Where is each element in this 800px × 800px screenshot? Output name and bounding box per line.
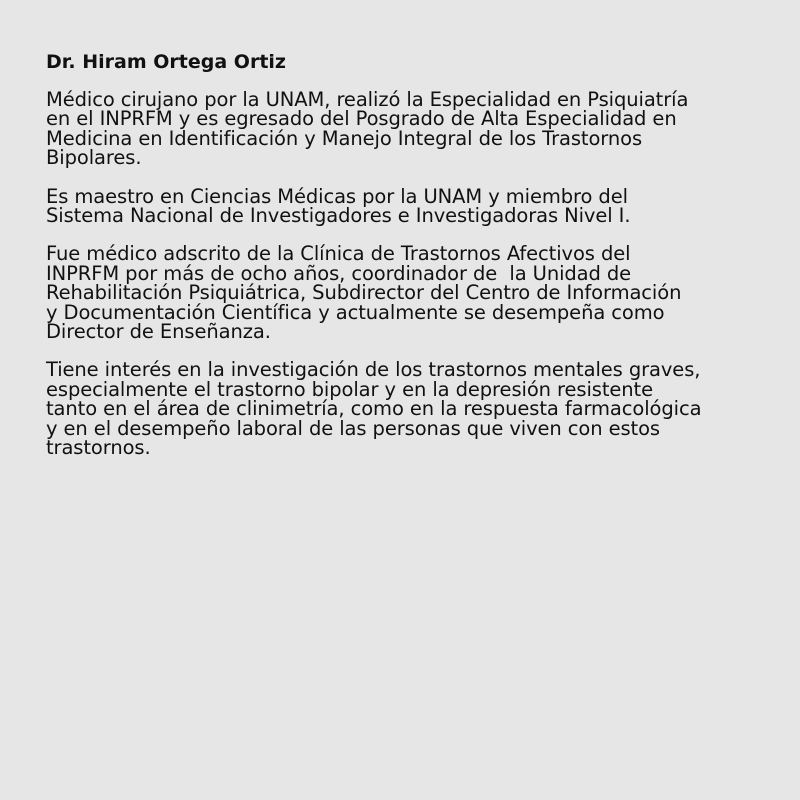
person-name: Dr. Hiram Ortega Ortiz	[46, 51, 286, 73]
text-line: Bipolares.	[46, 146, 142, 170]
text-line: Tiene interés en la investigación de los trastornos mentales graves,	[46, 358, 701, 382]
text-line: trastornos.	[46, 436, 151, 460]
text-line: Fue médico adscrito de la Clínica de Trastornos Afectivos del	[46, 242, 631, 266]
text-line: Es maestro en Ciencias Médicas por la UNAM y miembro del	[46, 184, 628, 208]
bio-paragraph-career	[46, 242, 776, 344]
text-line: tanto en el área de clinimetría, como en la respuesta farmacológica	[46, 397, 702, 421]
text-line: Rehabilitación Psiquiátrica, Subdirector del Centro de Información	[46, 281, 682, 305]
text-line: Medicina en Identificación y Manejo Integral de los Trastornos	[46, 126, 643, 150]
bio-card	[46, 50, 776, 477]
text-line: Médico cirujano por la UNAM, realizó la Especialidad en Psiquiatría	[46, 88, 689, 111]
text-line: en el INPRFM y es egresado del Posgrado de Alta Especialidad en	[46, 107, 677, 131]
bio-paragraph-training	[46, 90, 776, 168]
bio-paragraph-interests	[46, 358, 776, 460]
text-line: especialmente el trastorno bipolar y en la depresión resistente	[46, 377, 653, 401]
text-line: y en el desempeño laboral de las personas que viven con estos	[46, 416, 660, 440]
text-line: INPRFM por más de ocho años, coordinador de la Unidad de	[46, 261, 632, 285]
text-line: y Documentación Científica y actualmente se desempeña como	[46, 300, 665, 324]
text-line: Sistema Nacional de Investigadores e Investigadoras Nivel I.	[46, 204, 631, 228]
text-line: Director de Enseñanza.	[46, 320, 271, 344]
bio-paragraph-degrees	[46, 184, 776, 228]
